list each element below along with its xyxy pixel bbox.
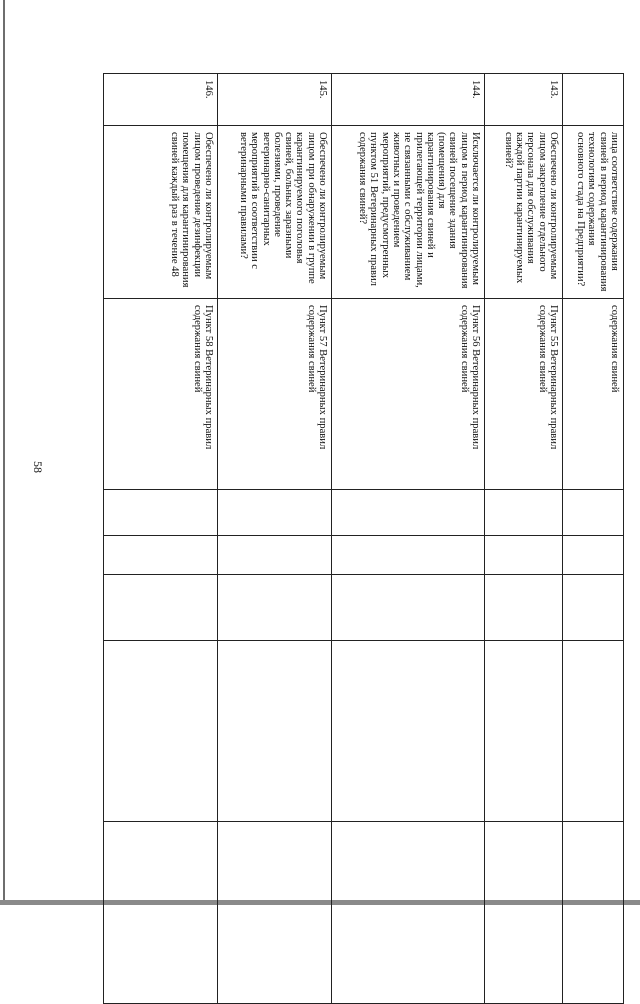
row-question: Обеспечено ли контролируемым лицом при обнаружении в группе карантинируемого поголовья свиней, больных заразными болезнями, проведение ветеринарно-санитарных мероприятий в соответствии с ветеринарными правилами? — [218, 126, 332, 299]
note-cell — [563, 641, 624, 822]
comment-cell — [485, 822, 563, 1004]
row-number: 145. — [218, 74, 332, 126]
table-row — [563, 74, 624, 1004]
table-row — [218, 74, 332, 1004]
row-number — [563, 74, 624, 126]
row-reference: Пункт 55 Ветеринарных правил содержания свиней — [485, 299, 563, 490]
answer-cell-no — [563, 536, 624, 575]
note-cell — [485, 641, 563, 822]
note-cell — [218, 641, 332, 822]
answer-cell-no — [104, 536, 218, 575]
comment-cell — [218, 822, 332, 1004]
table-row — [332, 74, 485, 1004]
answer-cell-no — [218, 536, 332, 575]
page-number: 58 — [31, 461, 45, 473]
row-question: Исключается ли контролируемым лицом в период карантинирования свиней посещение здания (помещения) для карантинирования свиней и прилегающей территории лицами, не связанными с обслуживанием животных и проведением мероприятий, предусмотренных пунктом 51 Ветеринарных правил содержания свиней? — [332, 126, 485, 299]
row-question: лица соответствие содержания свиней в период карантинирования технологиям содержания основного стада на Предприятии? — [563, 126, 624, 299]
comment-cell — [104, 822, 218, 1004]
row-reference: Пункт 58 Ветеринарных правил содержания свиней — [104, 299, 218, 490]
note-cell — [104, 641, 218, 822]
note-cell — [332, 641, 485, 822]
row-number: 146. — [104, 74, 218, 126]
answer-cell-na — [485, 575, 563, 641]
answer-cell-na — [218, 575, 332, 641]
answer-cell-no — [485, 536, 563, 575]
answer-cell-na — [332, 575, 485, 641]
answer-cell-no — [332, 536, 485, 575]
row-reference: Пункт 56 Ветеринарных правил содержания свиней — [332, 299, 485, 490]
row-reference: содержания свиней — [563, 299, 624, 490]
row-reference: Пункт 57 Ветеринарных правил содержания свиней — [218, 299, 332, 490]
row-number: 143. — [485, 74, 563, 126]
answer-cell-yes — [332, 490, 485, 536]
comment-cell — [332, 822, 485, 1004]
row-question: Обеспечено ли контролируемым лицом закрепление отдельного персонала для обслуживания каждой партии карантинируемых свиней? — [485, 126, 563, 299]
answer-cell-yes — [104, 490, 218, 536]
table-row — [485, 74, 563, 1004]
checklist-table — [103, 73, 624, 1004]
table-row — [104, 74, 218, 1004]
comment-cell — [563, 822, 624, 1004]
row-question: Обеспечено ли контролируемым лицом проведение дезинфекции помещения для карантинирования свиней каждый раз в течение 48 — [104, 126, 218, 299]
answer-cell-yes — [563, 490, 624, 536]
answer-cell-na — [563, 575, 624, 641]
row-number: 144. — [332, 74, 485, 126]
answer-cell-yes — [218, 490, 332, 536]
scan-left-edge — [3, 0, 5, 905]
answer-cell-yes — [485, 490, 563, 536]
answer-cell-na — [104, 575, 218, 641]
